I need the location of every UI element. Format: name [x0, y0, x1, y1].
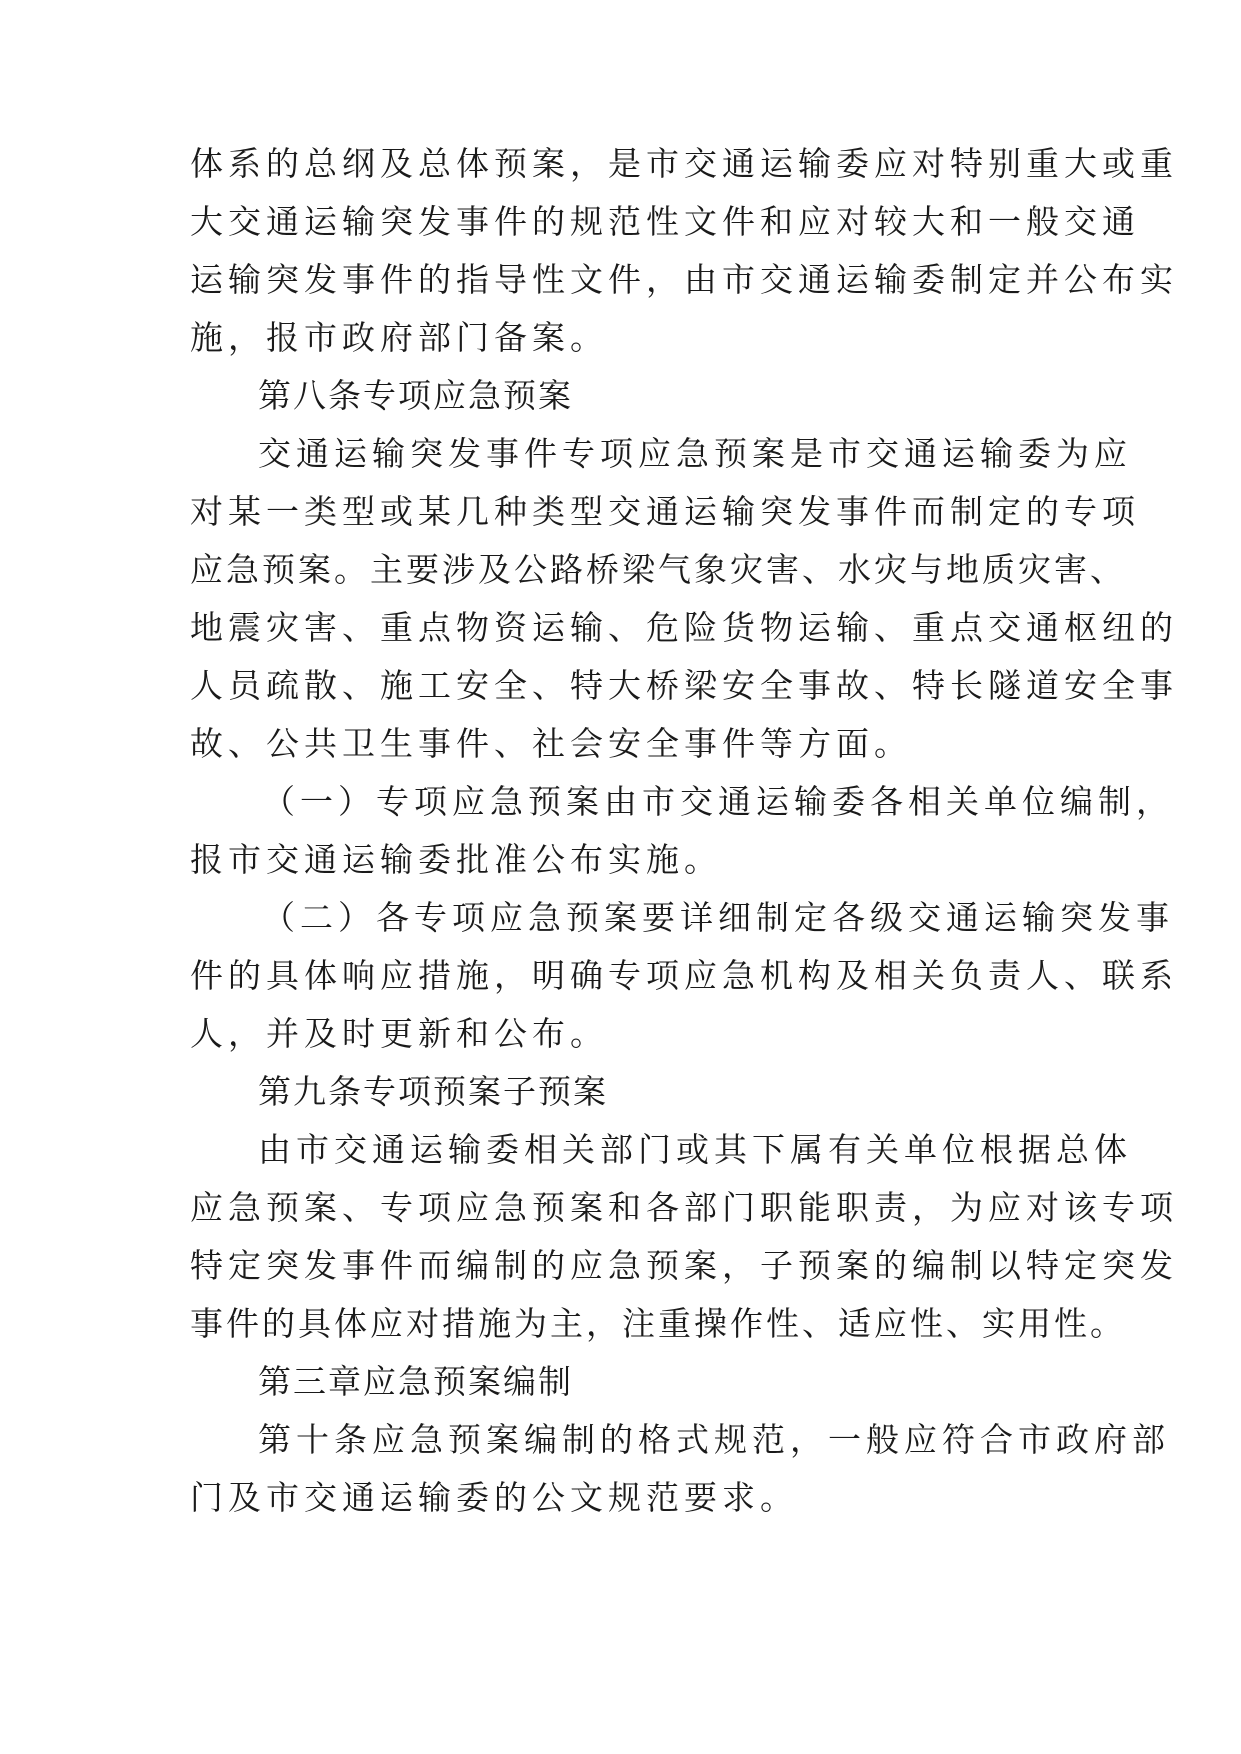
- article-10-text: 第十条应急预案编制的格式规范，一般应符合市政府部: [258, 1420, 1170, 1459]
- chapter-heading-3: 第三章应急预案编制: [258, 1362, 573, 1401]
- item-one: （一）专项应急预案由市交通运输委各相关单位编制，: [262, 782, 1174, 821]
- body-line: 大交通运输突发事件的规范性文件和应对较大和一般交通: [190, 202, 1140, 241]
- body-line: 报市交通运输委批准公布实施。: [190, 840, 722, 879]
- body-line: 人员疏散、施工安全、特大桥梁安全事故、特长隧道安全事: [190, 666, 1178, 705]
- article-heading-9: 第九条专项预案子预案: [258, 1072, 608, 1111]
- body-line: 交通运输突发事件专项应急预案是市交通运输委为应: [258, 434, 1132, 473]
- body-line: 由市交通运输委相关部门或其下属有关单位根据总体: [258, 1130, 1132, 1169]
- body-line: 施，报市政府部门备案。: [190, 318, 608, 357]
- body-line: 件的具体响应措施，明确专项应急机构及相关负责人、联系: [190, 956, 1178, 995]
- body-line: 门及市交通运输委的公文规范要求。: [190, 1478, 798, 1517]
- body-line: 应急预案。主要涉及公路桥梁气象灾害、水灾与地质灾害、: [190, 550, 1126, 589]
- body-line: 地震灾害、重点物资运输、危险货物运输、重点交通枢纽的: [190, 608, 1178, 647]
- item-two: （二）各专项应急预案要详细制定各级交通运输突发事: [262, 898, 1174, 937]
- body-line: 故、公共卫生事件、社会安全事件等方面。: [190, 724, 912, 763]
- body-line: 事件的具体应对措施为主，注重操作性、适应性、实用性。: [190, 1304, 1126, 1343]
- body-line: 应急预案、专项应急预案和各部门职能职责，为应对该专项: [190, 1188, 1178, 1227]
- article-heading-8: 第八条专项应急预案: [258, 376, 573, 415]
- body-line: 运输突发事件的指导性文件，由市交通运输委制定并公布实: [190, 260, 1178, 299]
- body-line: 体系的总纲及总体预案，是市交通运输委应对特别重大或重: [190, 144, 1178, 183]
- body-line: 人，并及时更新和公布。: [190, 1014, 608, 1053]
- body-line: 特定突发事件而编制的应急预案，子预案的编制以特定突发: [190, 1246, 1178, 1285]
- body-line: 对某一类型或某几种类型交通运输突发事件而制定的专项: [190, 492, 1140, 531]
